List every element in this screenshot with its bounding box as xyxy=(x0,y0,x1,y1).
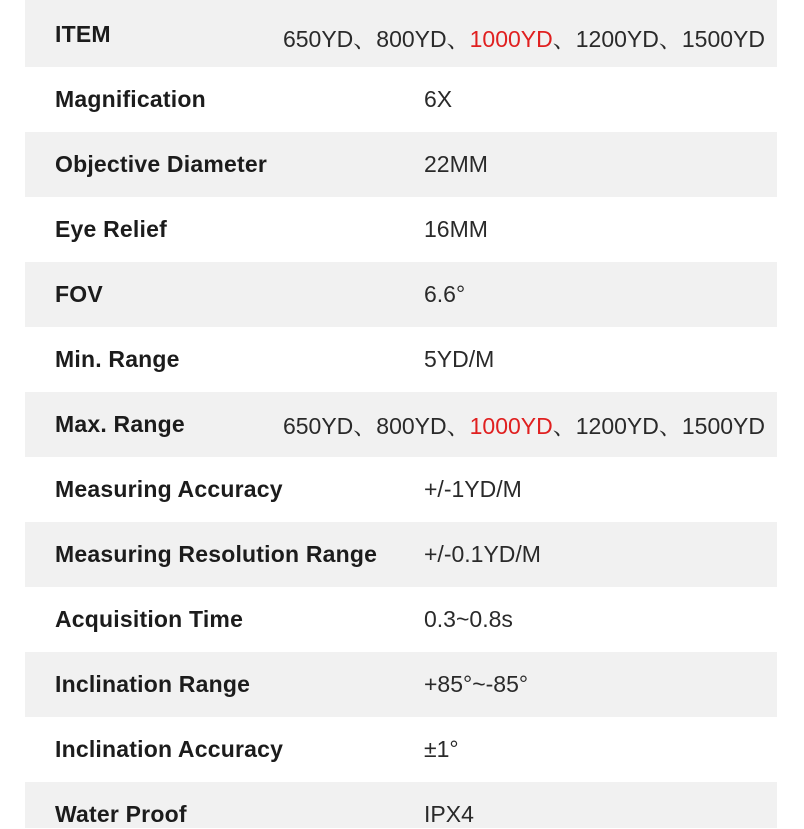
spec-row-inclination-accuracy xyxy=(25,717,777,782)
spec-value: +/-0.1YD/M xyxy=(424,541,541,567)
spec-label: Water Proof xyxy=(55,801,187,827)
range-option: 1200YD xyxy=(575,413,659,439)
spec-label: Inclination Range xyxy=(55,671,251,697)
spec-row-measuring-accuracy xyxy=(25,457,777,522)
spec-value: +/-1YD/M xyxy=(424,476,522,502)
range-option: 650YD xyxy=(282,413,354,439)
spec-label: Acquisition Time xyxy=(55,606,244,632)
spec-value: 6.6° xyxy=(424,281,466,307)
spec-value: +85°~-85° xyxy=(424,671,529,697)
spec-label: Measuring Accuracy xyxy=(55,476,283,502)
spec-header-label: ITEM xyxy=(55,21,111,47)
spec-value: 6X xyxy=(424,86,453,112)
range-option-highlighted: 1000YD xyxy=(469,26,553,52)
spec-row-objective-diameter xyxy=(25,132,777,197)
range-separator: 、 xyxy=(446,413,470,439)
spec-value: 16MM xyxy=(424,216,488,242)
spec-value: IPX4 xyxy=(424,801,474,827)
spec-value: 22MM xyxy=(424,151,488,177)
range-option: 800YD xyxy=(376,26,447,52)
spec-value: 0.3~0.8s xyxy=(424,606,513,632)
spec-row-magnification xyxy=(25,67,777,132)
spec-label: Min. Range xyxy=(55,346,180,372)
range-option: 1500YD xyxy=(681,26,765,52)
spec-max-range-values xyxy=(283,408,765,441)
spec-row-acquisition-time xyxy=(25,587,777,652)
range-separator: 、 xyxy=(353,26,377,52)
range-separator: 、 xyxy=(353,413,377,439)
range-option: 800YD xyxy=(376,413,447,439)
spec-table xyxy=(25,0,777,828)
spec-value: 5YD/M xyxy=(424,346,495,372)
spec-label: Objective Diameter xyxy=(55,151,267,177)
spec-row-fov xyxy=(25,262,777,327)
spec-row-water-proof xyxy=(25,782,777,828)
range-separator: 、 xyxy=(552,413,576,439)
range-separator: 、 xyxy=(658,413,682,439)
range-separator: 、 xyxy=(658,26,682,52)
spec-row-inclination-range xyxy=(25,652,777,717)
range-option-highlighted: 1000YD xyxy=(469,413,553,439)
spec-row-eye-relief xyxy=(25,197,777,262)
spec-header-row xyxy=(25,0,777,67)
spec-label: Inclination Accuracy xyxy=(55,736,284,762)
range-separator: 、 xyxy=(446,26,470,52)
spec-label: Eye Relief xyxy=(55,216,167,242)
spec-row-measuring-resolution xyxy=(25,522,777,587)
spec-row-max-range xyxy=(25,392,777,457)
spec-row-min-range xyxy=(25,327,777,392)
spec-value: ±1° xyxy=(424,736,459,762)
spec-label: Measuring Resolution Range xyxy=(55,541,378,567)
range-option: 1200YD xyxy=(575,26,659,52)
range-option: 1500YD xyxy=(681,413,765,439)
range-option: 650YD xyxy=(282,26,354,52)
spec-label: FOV xyxy=(55,281,103,307)
range-separator: 、 xyxy=(552,26,576,52)
spec-header-ranges xyxy=(283,21,765,54)
spec-label: Max. Range xyxy=(55,411,185,437)
spec-label: Magnification xyxy=(55,86,206,112)
